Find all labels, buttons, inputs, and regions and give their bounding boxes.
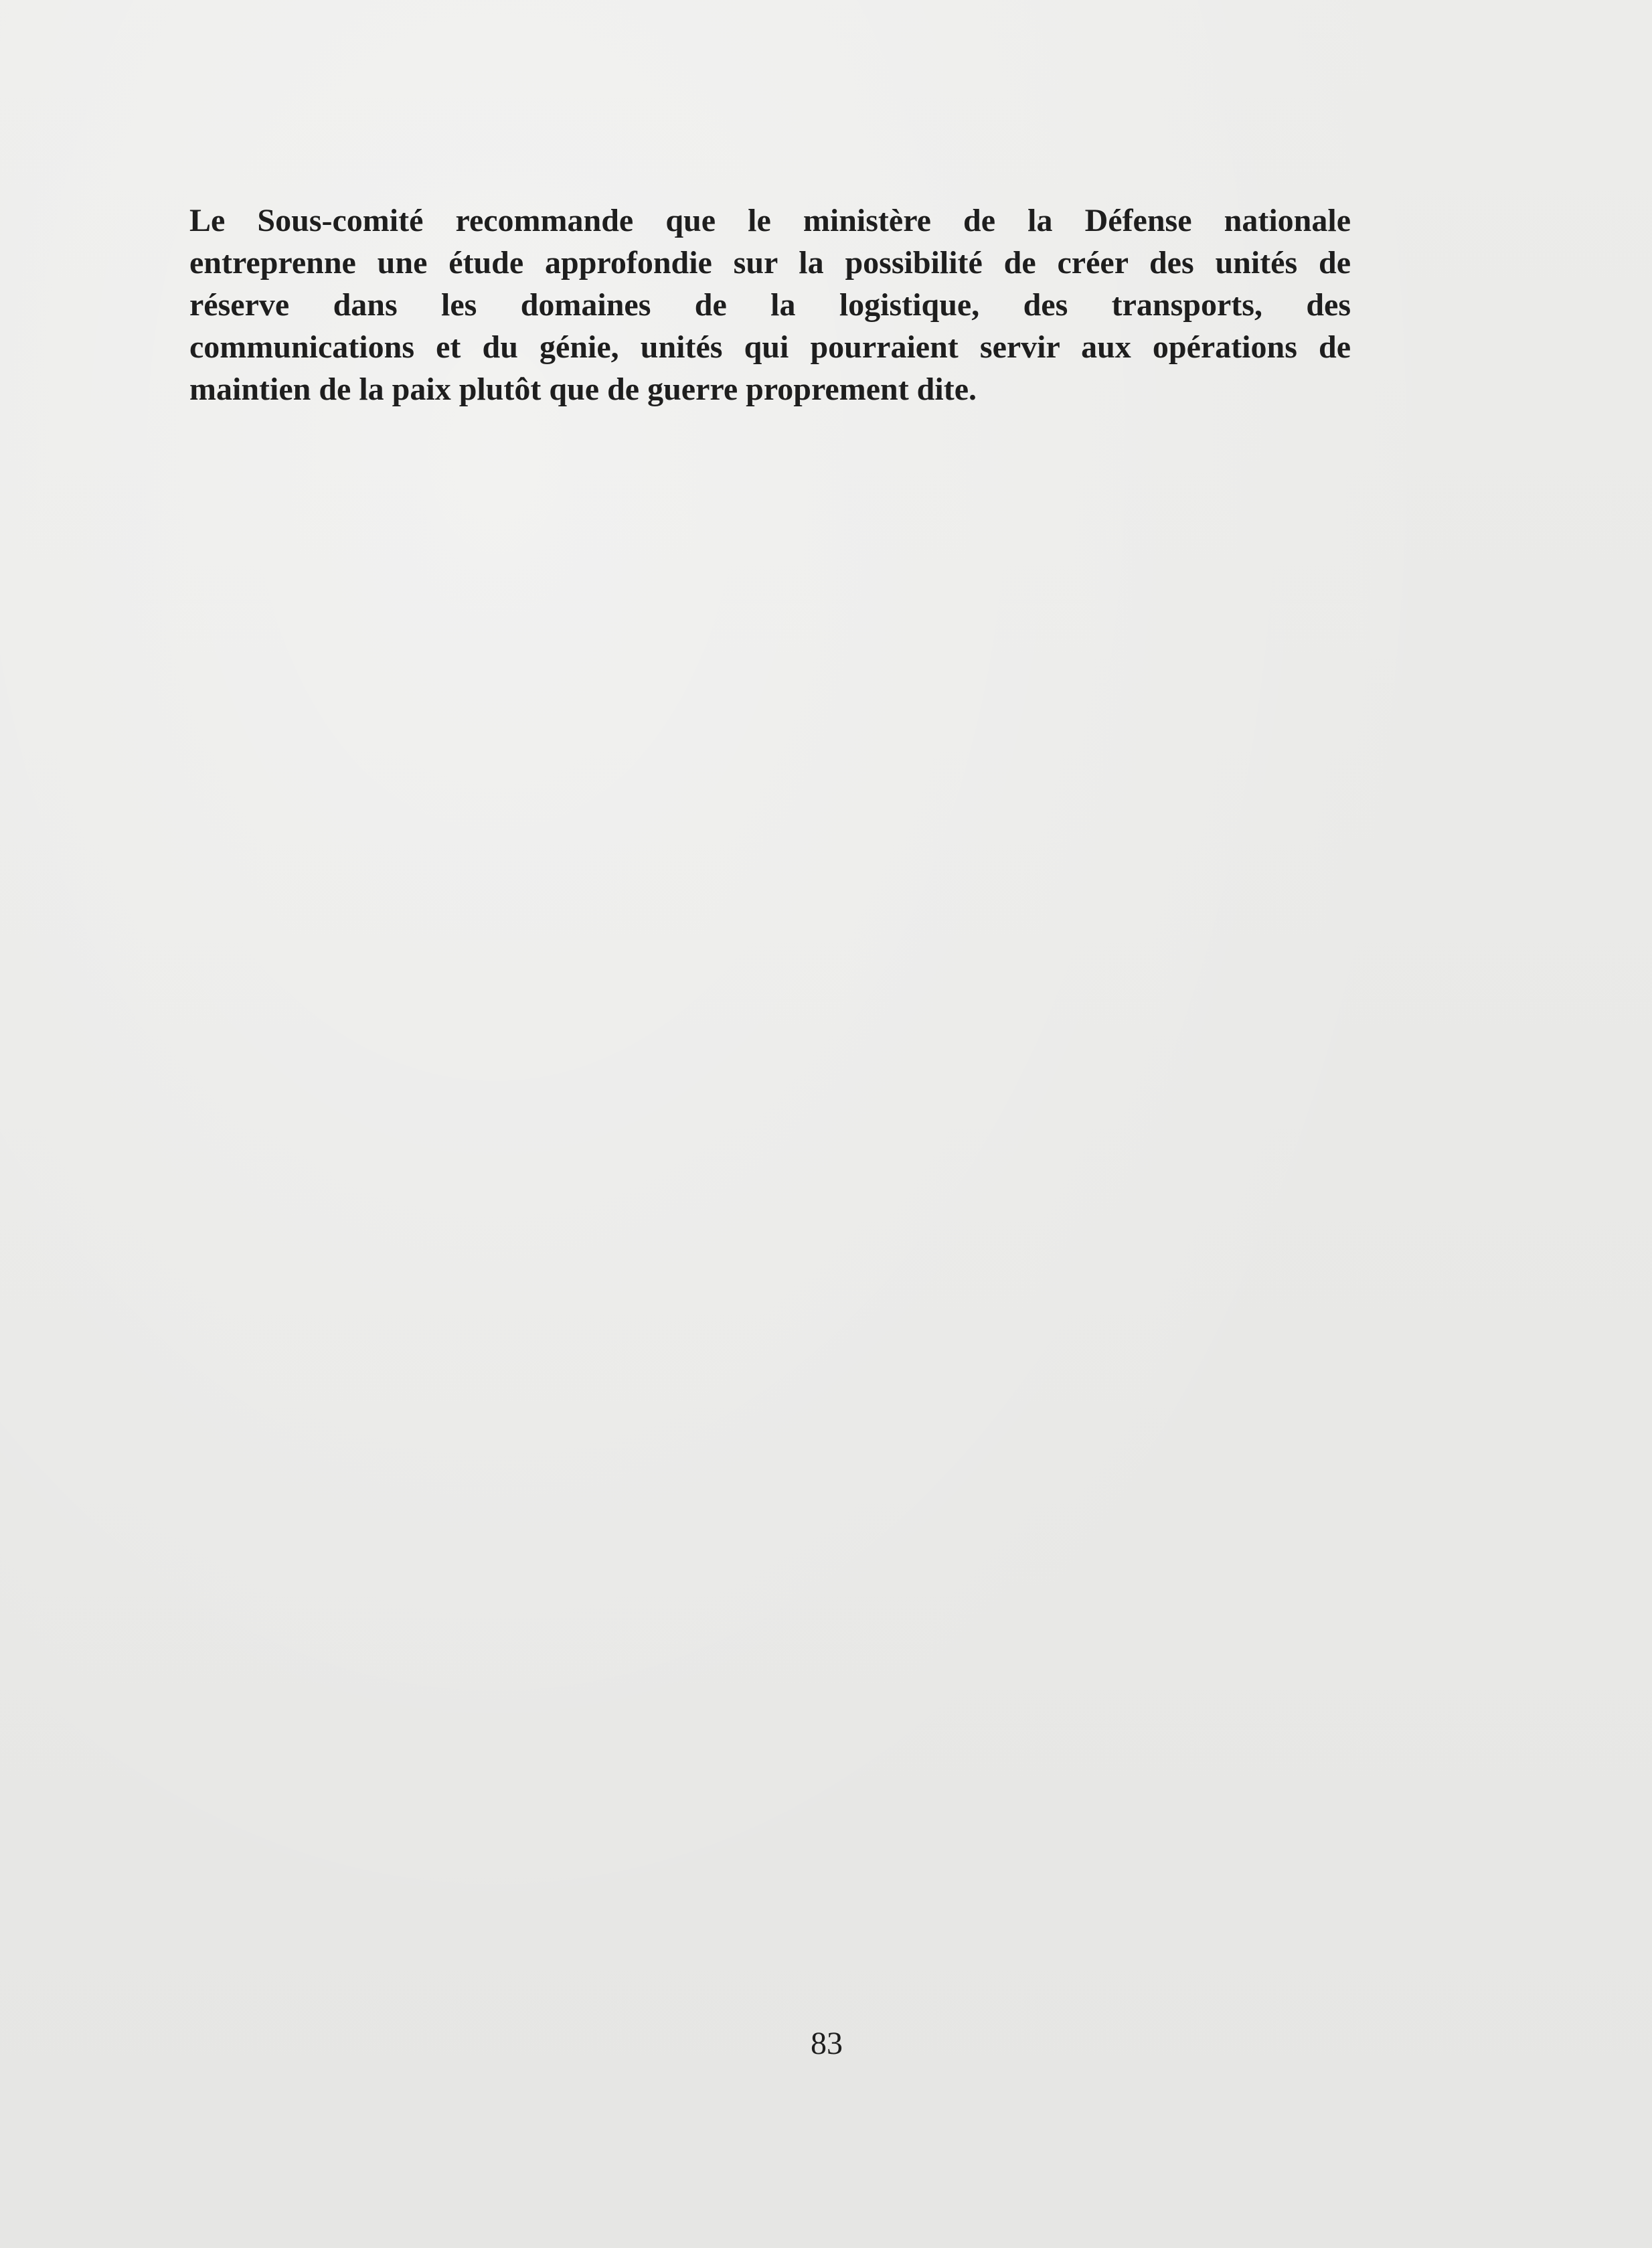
recommendation-line: Le Sous-comité recommande que le ministère de la Défense nationale	[189, 203, 1351, 238]
recommendation-line: réserve dans les domaines de la logistique, des transports, des	[189, 287, 1351, 323]
recommendation-line: maintien de la paix plutôt que de guerre proprement dite.	[189, 372, 977, 407]
recommendation-paragraph	[189, 199, 1351, 410]
page-number: 83	[811, 2026, 843, 2061]
recommendation-line: entreprenne une étude approfondie sur la possibilité de créer des unités de	[189, 245, 1351, 280]
recommendation-line: communications et du génie, unités qui pourraient servir aux opérations de	[189, 329, 1351, 365]
